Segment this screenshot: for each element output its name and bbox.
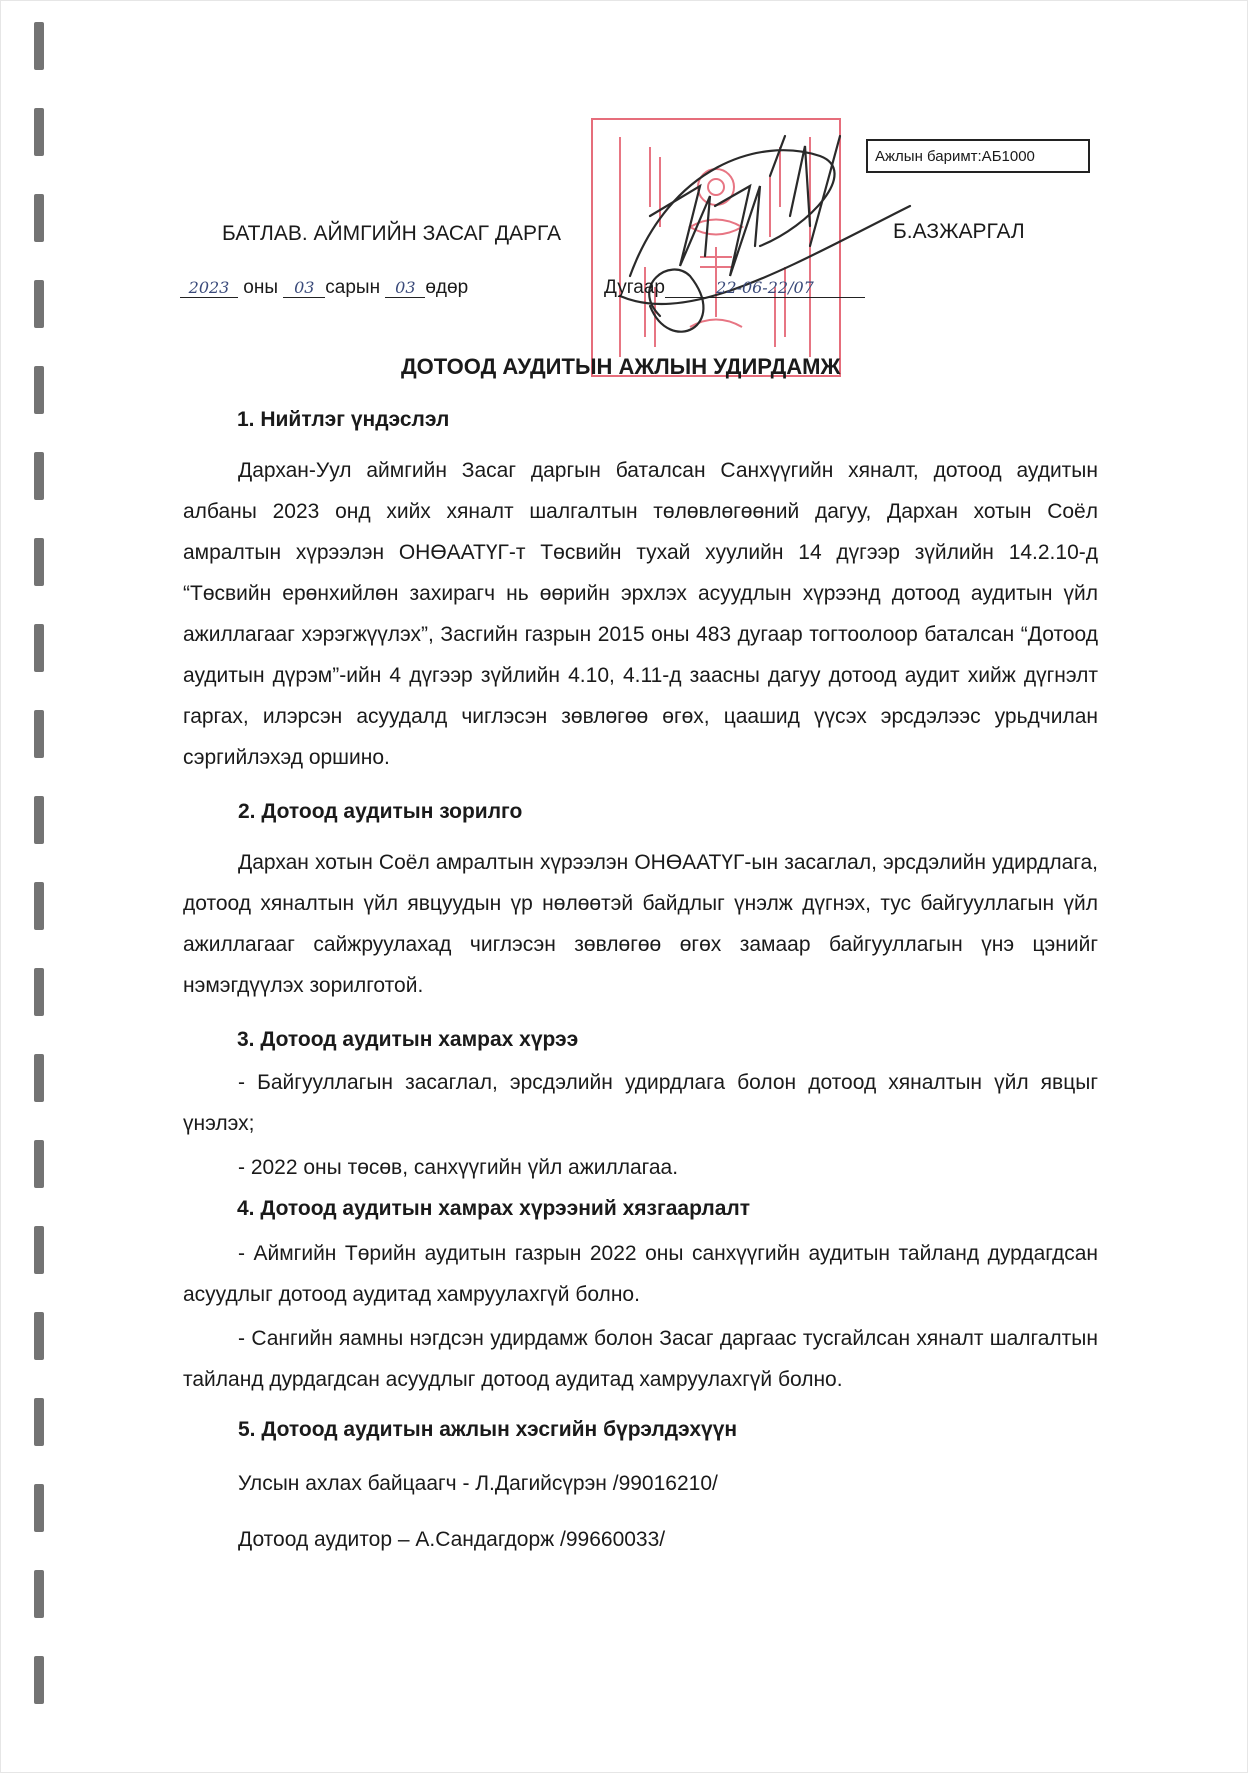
section-1-heading: 1. Нийтлэг үндэслэл [237,408,450,431]
binder-hole [34,1398,44,1446]
binder-hole [34,194,44,242]
binder-hole [34,1226,44,1274]
team-member-1: Улсын ахлах байцаагч - Л.Дагийсүрэн /99016210/ [238,1472,718,1495]
section-3-item-1: - Байгууллагын засаглал, эрсдэлийн удирдлага болон дотоод хяналтын үйл явцыг үнэлэх; [183,1071,1098,1135]
year-label: оны [243,277,278,298]
binder-hole [34,882,44,930]
binder-hole [34,796,44,844]
year-handwritten: 2023 [180,278,238,298]
binder-holes [30,0,52,1773]
binder-hole [34,22,44,70]
binder-hole [34,1312,44,1360]
section-3-item-2: - 2022 оны төсөв, санхүүгийн үйл ажиллагаа. [238,1156,679,1179]
binder-hole [34,968,44,1016]
binder-hole [34,1656,44,1704]
number-label: Дугаар [604,277,665,298]
section-4-item-1: - Аймгийн Төрийн аудитын газрын 2022 оны санхүүгийн аудитын тайланд дурдагдсан асуудлыг дотоод аудитад хамруулахгүй болно. [183,1242,1098,1306]
binder-hole [34,452,44,500]
binder-hole [34,1570,44,1618]
section-1-paragraph: Дархан-Уул аймгийн Засаг даргын баталсан Санхүүгийн хяналт, дотоод аудитын албаны 2023 онд хийх хяналт шалгалтын төлөвлөгөөний дагуу, Дархан хотын Соёл амралтын хүрээлэн ОНӨААТҮГ-т Төсвийн тухай хуулийн 14 дүгээр зүйлийн 14.2.10-д “Төсвийн ерөнхийлөн захирагч нь өөрийн эрхлэх асуудлын хүрээнд дотоод аудитын үйл ажиллагааг хэрэгжүүлэх”, Засгийн газрын 2015 оны 483 дугаар тогтоолоор баталсан “Дотоод аудитын дүрэм”-ийн 4 дүгээр зүйлийн 4.10, 4.11-д заасны дагуу дотоод аудит хийж дүгнэлт гаргах, илэрсэн асуудалд чиглэсэн зөвлөгөө өгөх, цаашид үүсэх эрсдэлээс урьдчилан сэргийлэхэд оршино. [183,459,1098,769]
section-4-item-2: - Сангийн яамны нэгдсэн удирдамж болон Засаг даргаас тусгайлсан хяналт шалгалтын тайланд дурдагдсан асуудлыг дотоод аудитад хамруулахгүй болно. [183,1327,1098,1391]
approver-name: Б.АЗЖАРГАЛ [893,220,1025,243]
binder-hole [34,1140,44,1188]
approval-title: БАТЛАВ. АЙМГИЙН ЗАСАГ ДАРГА [222,222,562,245]
section-2-heading: 2. Дотоод аудитын зорилго [238,800,523,823]
binder-hole [34,108,44,156]
section-2-paragraph: Дархан хотын Соёл амралтын хүрээлэн ОНӨААТҮГ-ын засаглал, эрсдэлийн удирдлага, дотоод хяналтын үйл явцуудын үр нөлөөтэй байдлыг үнэлж дүгнэх, тус байгууллагын үйл ажиллагааг сайжруулахад чиглэсэн зөвлөгөө өгөх замаар байгууллагын үнэ цэнийг нэмэгдүүлэх зорилготой. [183,851,1098,997]
binder-hole [34,1484,44,1532]
document-reference-box: Ажлын баримт:АБ1000 [866,139,1090,173]
day-label: өдөр [425,277,469,298]
binder-hole [34,624,44,672]
team-member-2: Дотоод аудитор – А.Сандагдорж /99660033/ [238,1528,666,1551]
section-5-heading: 5. Дотоод аудитын ажлын хэсгийн бүрэлдэхүүн [238,1418,738,1441]
binder-hole [34,1054,44,1102]
section-4-heading: 4. Дотоод аудитын хамрах хүрээний хязгаарлалт [237,1197,751,1220]
number-handwritten: 22-06-22/07 [665,278,865,298]
day-handwritten: 03 [385,278,425,298]
section-3-heading: 3. Дотоод аудитын хамрах хүрээ [237,1028,579,1051]
binder-hole [34,538,44,586]
binder-hole [34,280,44,328]
binder-hole [34,366,44,414]
date-line [180,277,468,299]
month-handwritten: 03 [283,278,325,298]
number-line [604,277,865,299]
month-label: сарын [325,277,381,298]
binder-hole [34,710,44,758]
document-title: ДОТООД АУДИТЫН АЖЛЫН УДИРДАМЖ [401,354,841,379]
